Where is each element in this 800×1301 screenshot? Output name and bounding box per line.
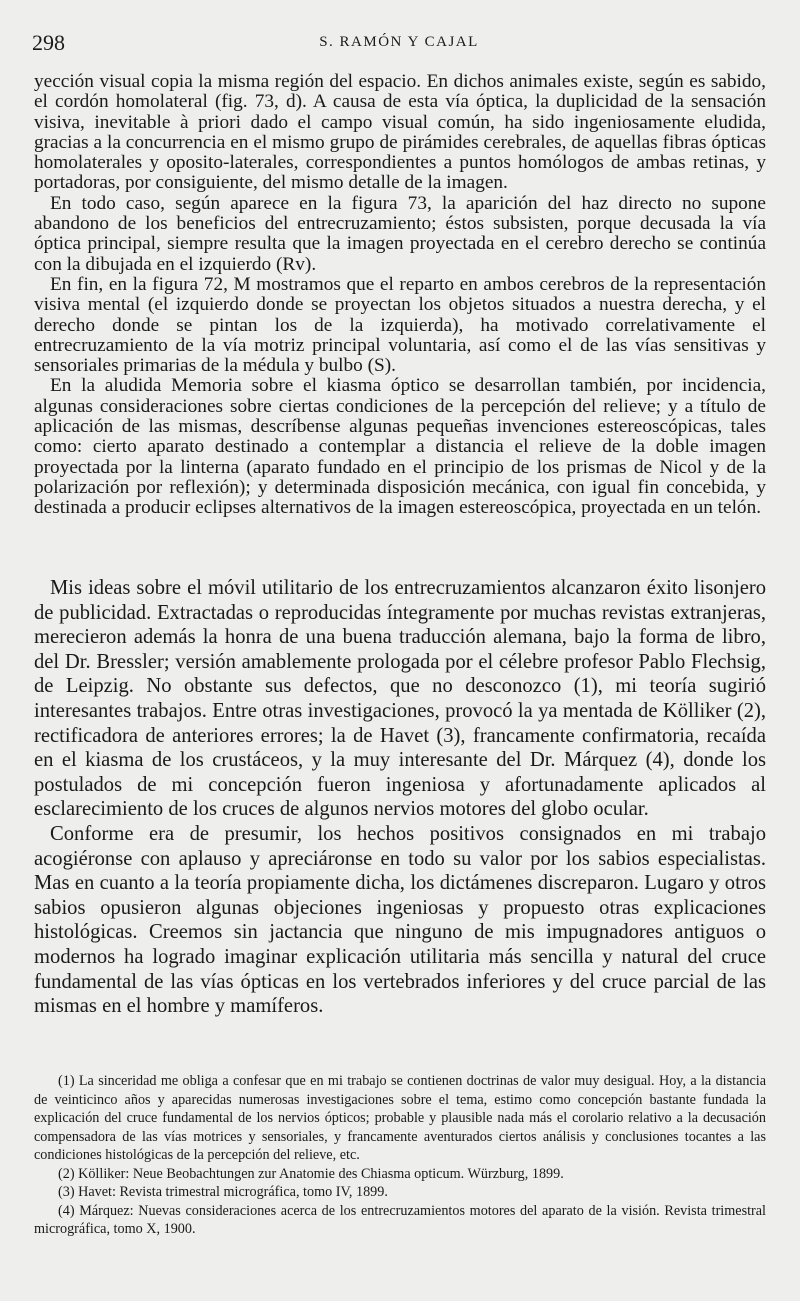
footnote: (4) Márquez: Nuevas consideraciones acerca de los entrecruzamientos motores del aparato de la visión. Revista trimestral micrográfica, tomo X, 1900. (34, 1202, 766, 1237)
paragraph: yección visual copia la misma región del espacio. En dichos animales existe, según es sabido, el cordón homolateral (fig. 73, d). A causa de esta vía óptica, la duplicidad de la sensación visiva, inevitable à priori dado el campo visual común, ha sido ingeniosamente eludida, gracias a la concurrencia en el mismo grupo de pirámides cerebrales, de aquellas fibras ópticas homolaterales y oposito-laterales, correspondientes a puntos homólogos de ambas retinas, y portadoras, por consiguiente, del mismo detalle de la imagen. (34, 71, 766, 194)
body-main (34, 576, 766, 1019)
paragraph: En todo caso, según aparece en la figura 73, la aparición del haz directo no supone abandono de los beneficios del entrecruzamiento; éstos subsisten, porque decusada la vía óptica principal, siempre resulta que la imagen proyectada en el cerebro derecho se continúa con la dibujada en el izquierdo (Rv). (34, 192, 766, 275)
page-number: 298 (32, 30, 65, 55)
paragraph: En fin, en la figura 72, M mostramos que el reparto en ambos cerebros de la representación visiva mental (el izquierdo donde se proyectan los objetos situados a nuestra derecha, y el derecho donde se pintan los de la izquierda), ha motivado correlativamente el entrecruzamiento de la vía motriz principal voluntaria, así como el de las vías sensitivas y sensoriales primarias de la médula y bulbo (S). (34, 273, 766, 377)
footnote: (2) Kölliker: Neue Beobachtungen zur Anatomie des Chiasma opticum. Würzburg, 1899. (58, 1165, 564, 1182)
footnote: (3) Havet: Revista trimestral micrográfica, tomo IV, 1899. (58, 1184, 388, 1200)
page-header (32, 30, 766, 54)
running-head: S. RAMÓN Y CAJAL (319, 34, 479, 50)
paragraph: En la aludida Memoria sobre el kiasma óptico se desarrollan también, por incidencia, algunas consideraciones sobre ciertas condiciones de la percepción del relieve; y a título de aplicación de las mismas, descríbense algunas pequeñas invenciones estereoscópicas, tales como: cierto aparato destinado a contemplar a distancia el relieve de la doble imagen proyectada por la linterna (aparato fundado en el principio de los prismas de Nicol y de la polarización por reflexión); y determinada disposición mecánica, con igual fin concebida, y destinada a producir eclipses alternativos de la imagen estereoscópica, proyectada en un telón. (34, 375, 766, 519)
paragraph: Mis ideas sobre el móvil utilitario de los entrecruzamientos alcanzaron éxito lisonjero de publicidad. Extractadas o reproducidas íntegramente por muchas revistas extranjeras, merecieron además la honra de una buena traducción alemana, bajo la forma de libro, del Dr. Bressler; versión amablemente prologada por el célebre profesor Pablo Flechsig, de Leipzig. No obstante sus defectos, que no desconozco (1), mi teoría sugirió interesantes trabajos. Entre otras investigaciones, provocó la ya mentada de Kölliker (2), rectificadora de anteriores errores; la de Havet (3), francamente confirmatoria, recaída en el kiasma de los crustáceos, y la muy interesante del Dr. Márquez (4), donde los postulados de mi concepción fueron ingeniosa y afortunadamente aplicados al esclarecimiento de los cruces de algunos nervios motores del globo ocular. (34, 577, 766, 821)
footnotes (34, 1072, 766, 1239)
body-top (34, 72, 766, 519)
paragraph: Conforme era de presumir, los hechos positivos consignados en mi trabajo acogiéronse con aplauso y apreciáronse en todo su valor por los sabios especialistas. Mas en cuanto a la teoría propiamente dicha, los dictámenes discreparon. Lugaro y otros sabios opusieron algunas objeciones ingeniosas y propuesto otras explicaciones histológicas. Creemos sin jactancia que ninguno de mis impugnadores antiguos o modernos ha logrado imaginar explicación utilitaria más sencilla y natural del cruce fundamental de las vías ópticas en los vertebrados inferiores y del cruce parcial de las mismas en el hombre y mamíferos. (34, 822, 766, 1018)
footnote: (1) La sinceridad me obliga a confesar que en mi trabajo se contienen doctrinas de valor muy desigual. Hoy, a la distancia de veinticinco años y aparecidas numerosas investigaciones sobre el tema, estimo como concepción bastante fundada la explicación del cruce fundamental de los nervios ópticos; probable y plausible nada más el corolario relativo a la decusación compensadora de las vías motrices y sensoriales, y francamente aventurados ciertos análisis y conclusiones tocantes a las condiciones histológicas de la percepción del relieve, etc. (34, 1073, 766, 1163)
